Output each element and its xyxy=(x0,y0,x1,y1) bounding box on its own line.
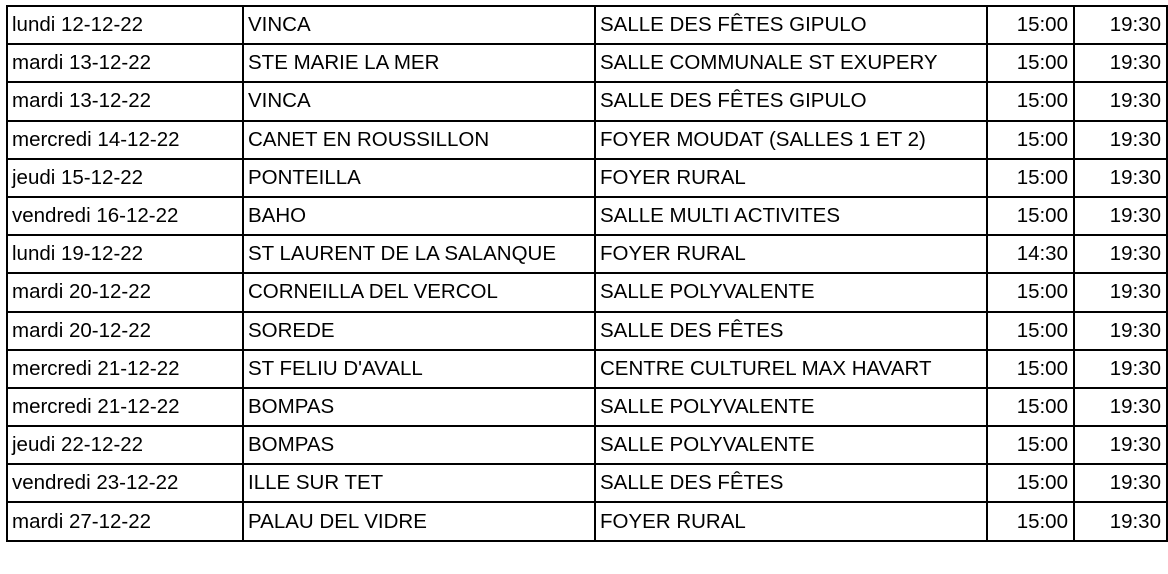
table-row xyxy=(7,312,1167,350)
town-cell: CANET EN ROUSSILLON xyxy=(243,121,595,159)
start-time-cell: 15:00 xyxy=(987,44,1074,82)
town-cell: STE MARIE LA MER xyxy=(243,44,595,82)
table-row xyxy=(7,44,1167,82)
town-cell: SOREDE xyxy=(243,312,595,350)
start-time-cell: 14:30 xyxy=(987,235,1074,273)
table-row xyxy=(7,82,1167,120)
date-cell: jeudi 22-12-22 xyxy=(7,426,243,464)
start-time-cell: 15:00 xyxy=(987,82,1074,120)
end-time-cell: 19:30 xyxy=(1074,350,1167,388)
end-time-cell: 19:30 xyxy=(1074,273,1167,311)
start-time-cell: 15:00 xyxy=(987,121,1074,159)
date-cell: lundi 19-12-22 xyxy=(7,235,243,273)
table-row xyxy=(7,464,1167,502)
start-time-cell: 15:00 xyxy=(987,426,1074,464)
end-time-cell: 19:30 xyxy=(1074,426,1167,464)
date-cell: mercredi 14-12-22 xyxy=(7,121,243,159)
date-cell: mardi 27-12-22 xyxy=(7,502,243,540)
table-row xyxy=(7,6,1167,44)
venue-cell: FOYER RURAL xyxy=(595,235,987,273)
end-time-cell: 19:30 xyxy=(1074,6,1167,44)
town-cell: PALAU DEL VIDRE xyxy=(243,502,595,540)
schedule-body xyxy=(7,6,1167,541)
table-row xyxy=(7,273,1167,311)
town-cell: BOMPAS xyxy=(243,388,595,426)
end-time-cell: 19:30 xyxy=(1074,44,1167,82)
venue-cell: SALLE DES FÊTES GIPULO xyxy=(595,82,987,120)
start-time-cell: 15:00 xyxy=(987,159,1074,197)
end-time-cell: 19:30 xyxy=(1074,235,1167,273)
venue-cell: SALLE POLYVALENTE xyxy=(595,426,987,464)
schedule-table xyxy=(6,5,1168,542)
date-cell: vendredi 16-12-22 xyxy=(7,197,243,235)
town-cell: ILLE SUR TET xyxy=(243,464,595,502)
venue-cell: SALLE POLYVALENTE xyxy=(595,273,987,311)
start-time-cell: 15:00 xyxy=(987,197,1074,235)
venue-cell: SALLE POLYVALENTE xyxy=(595,388,987,426)
venue-cell: SALLE DES FÊTES xyxy=(595,312,987,350)
table-row xyxy=(7,350,1167,388)
end-time-cell: 19:30 xyxy=(1074,197,1167,235)
table-row xyxy=(7,235,1167,273)
end-time-cell: 19:30 xyxy=(1074,464,1167,502)
start-time-cell: 15:00 xyxy=(987,502,1074,540)
table-row xyxy=(7,197,1167,235)
end-time-cell: 19:30 xyxy=(1074,502,1167,540)
date-cell: jeudi 15-12-22 xyxy=(7,159,243,197)
date-cell: mardi 20-12-22 xyxy=(7,312,243,350)
start-time-cell: 15:00 xyxy=(987,388,1074,426)
end-time-cell: 19:30 xyxy=(1074,312,1167,350)
venue-cell: SALLE DES FÊTES xyxy=(595,464,987,502)
date-cell: mardi 13-12-22 xyxy=(7,82,243,120)
start-time-cell: 15:00 xyxy=(987,350,1074,388)
date-cell: vendredi 23-12-22 xyxy=(7,464,243,502)
town-cell: VINCA xyxy=(243,82,595,120)
end-time-cell: 19:30 xyxy=(1074,159,1167,197)
date-cell: mardi 20-12-22 xyxy=(7,273,243,311)
town-cell: BOMPAS xyxy=(243,426,595,464)
venue-cell: SALLE DES FÊTES GIPULO xyxy=(595,6,987,44)
start-time-cell: 15:00 xyxy=(987,464,1074,502)
town-cell: VINCA xyxy=(243,6,595,44)
start-time-cell: 15:00 xyxy=(987,273,1074,311)
end-time-cell: 19:30 xyxy=(1074,121,1167,159)
date-cell: mardi 13-12-22 xyxy=(7,44,243,82)
table-row xyxy=(7,388,1167,426)
end-time-cell: 19:30 xyxy=(1074,388,1167,426)
venue-cell: FOYER RURAL xyxy=(595,159,987,197)
town-cell: ST LAURENT DE LA SALANQUE xyxy=(243,235,595,273)
town-cell: CORNEILLA DEL VERCOL xyxy=(243,273,595,311)
table-row xyxy=(7,121,1167,159)
venue-cell: CENTRE CULTUREL MAX HAVART xyxy=(595,350,987,388)
date-cell: mercredi 21-12-22 xyxy=(7,388,243,426)
date-cell: lundi 12-12-22 xyxy=(7,6,243,44)
table-row xyxy=(7,426,1167,464)
date-cell: mercredi 21-12-22 xyxy=(7,350,243,388)
town-cell: PONTEILLA xyxy=(243,159,595,197)
venue-cell: FOYER RURAL xyxy=(595,502,987,540)
start-time-cell: 15:00 xyxy=(987,6,1074,44)
start-time-cell: 15:00 xyxy=(987,312,1074,350)
table-row xyxy=(7,159,1167,197)
venue-cell: SALLE COMMUNALE ST EXUPERY xyxy=(595,44,987,82)
venue-cell: FOYER MOUDAT (SALLES 1 ET 2) xyxy=(595,121,987,159)
venue-cell: SALLE MULTI ACTIVITES xyxy=(595,197,987,235)
town-cell: ST FELIU D'AVALL xyxy=(243,350,595,388)
town-cell: BAHO xyxy=(243,197,595,235)
table-row xyxy=(7,502,1167,540)
end-time-cell: 19:30 xyxy=(1074,82,1167,120)
